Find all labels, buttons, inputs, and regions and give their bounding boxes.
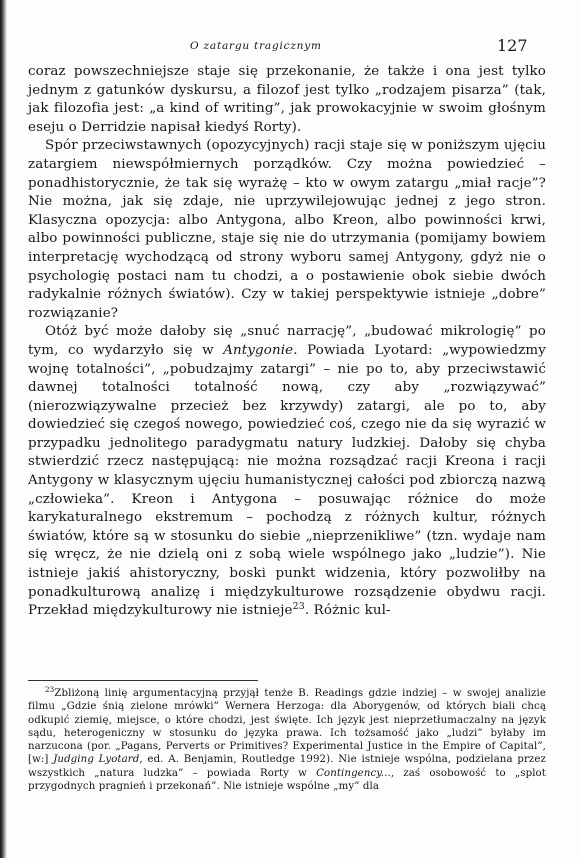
- work-title-contingency: Contingency...: [316, 767, 391, 779]
- footnotes: [28, 687, 546, 793]
- work-title-antygonie: Antygonie: [223, 342, 294, 358]
- footnote-text-c: , zaś osobowość to „splot przygodnych pragnień i przekonań”. Nie istnieje wspólne „my” dla: [28, 767, 546, 793]
- paragraph-3-text-c: . Różnic kul-: [304, 603, 391, 619]
- main-text: [28, 63, 546, 621]
- paragraph-2: Spór przeciwstawnych (opozycyjnych) racji staje się w poniższym ujęciu zatargiem niewspółmiernych porządków. Czy można powiedzieć – ponadhistorycznie, że tak się wyrażę – kto w owym zatargu „miał racje”? Nie można, jak się zdaje, nie uprzywilejowując jednej z jego stron. Klasyczna opozycja: albo Antygona, albo Kreon, albo powinności krwi, albo powinności publiczne, staje się nie do utrzymania (pomijamy bowiem interpretację wychodzącą od strony wyboru samej Antygony, gdyż nie o psychologię postaci nam tu chodzi, a o postawienie obok siebie dwóch radykalnie różnych światów). Czy w takiej perspektywie istnieje „dobre” rozwiązanie?: [28, 138, 546, 321]
- paragraph-3-text-a: Otóż być może dałoby się „snuć narrację”, „budować mikrologię” po tym, co wydarzyło się w: [28, 324, 546, 358]
- page-header: [0, 36, 581, 56]
- paragraph-3: [28, 323, 546, 621]
- footnote-number: 23: [45, 685, 55, 695]
- footnote-divider: [28, 680, 258, 681]
- paragraph-1: coraz powszechniejsze staje się przekonanie, że także i ona jest tylko jednym z gatunków dyskursu, a filozof jest tylko „rodzajem pisarza” (tak, jak filozofia jest: „a kind of writing”, jak prowokacyjnie w swoim głośnym eseju o Derridzie napisał kiedyś Rorty).: [28, 64, 546, 135]
- footnote-text-b: , ed. A. Benjamin, Routledge 1992). Nie istnieje wspólna, podzielana przez wszystkich „natura ludzka” – powiada Rorty w: [28, 754, 546, 779]
- running-title: O zatargu tragicznym: [190, 40, 322, 52]
- footnote-reference-23: 23: [292, 601, 305, 613]
- footnote-23: [28, 687, 546, 793]
- paragraph-3-text-b: . Powiada Lyotard: „wypowiedzmy wojnę totalności”, „pobudzajmy zatargi” – nie po to, aby przeciwstawić dawnej totalności totalność nową, czy aby „rozwiązywać” (nierozwiązywalne przecież bez krzywdy) zatargi, ale po to, aby dowiedzieć się czegoś nowego, powiedzieć coś, czego nie da się wyrazić w przypadku jednolitego paradygmatu natury ludzkiej. Dałoby się chyba stwierdzić rzecz następującą: nie można rozsądzać racji Kreona i racji Antygony w klasycznym ujęciu humanistycznej całości pod zbiorczą nazwą „człowieka”. Kreon i Antygona – posuwając różnice do może karykaturalnego ekstremum – pochodzą z różnych kultur, różnych światów, które są w stosunku do siebie „nieprzenikliwe” (tzn. wydaje nam się wręcz, że nie dzielą oni z sobą wiele wspólnego jako „ludzie”). Nie istnieje jakiś ahistoryczny, boski punkt widzenia, który pozwoliłby na ponadkulturową analizę i międzykulturowe rozsądzenie obydwu racji. Przekład międzykulturowy nie istnieje: [28, 342, 546, 619]
- page-binding-edge: [0, 0, 7, 858]
- footnote-text-a: Zbliżoną linię argumentacyjną przyjął tenże B. Readings gdzie indziej – w swojej analizie filmu „Gdzie śnią zielone mrówki” Wernera Herzoga: dla Aborygenów, od których biali chcą odkupić ziemię, miejsce, o które chodzi, jest święte. Ich język jest nieprzetłumaczalny na język sądu, heterogeniczny w stosunku do języka prawa. Ich tożsamość jako „ludzi” byłaby im narzucona (por. „Pagans, Perverts or Primitives? Experimental Justice in the Empire of Capital”, [w:]: [28, 688, 546, 766]
- page-number: 127: [497, 36, 528, 55]
- work-title-judging-lyotard: Judging Lyotard: [53, 754, 140, 766]
